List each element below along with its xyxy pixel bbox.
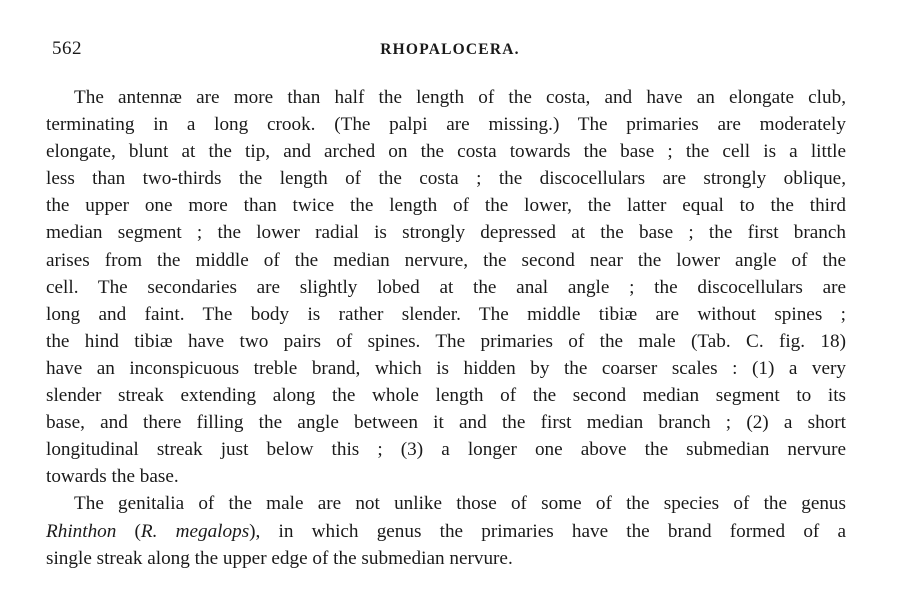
text-line: the hind tibiæ have two pairs of spines. The primaries of the male (Tab. C. fig. 18)	[46, 330, 846, 352]
text-line: arises from the middle of the median nervure, the second near the lower angle of the	[46, 249, 846, 271]
text-line: median segment ; the lower radial is strongly depressed at the base ; the first branch	[46, 222, 846, 244]
text-line: elongate, blunt at the tip, and arched on the costa towards the base ; the cell is a little	[46, 141, 846, 163]
genus-name: Rhinthon	[46, 520, 117, 542]
text-line: towards the base.	[46, 466, 179, 488]
text-line	[46, 518, 846, 545]
text-line: single streak along the upper edge of the submedian nervure.	[46, 547, 513, 569]
running-title: RHOPALOCERA.	[380, 41, 520, 58]
text-line: slender streak extending along the whole length of the second median segment to its	[46, 385, 846, 407]
text-line: long and faint. The body is rather slender. The middle tibiæ are without spines ;	[46, 303, 846, 325]
text-line: have an inconspicuous treble brand, which is hidden by the coarser scales : (1) a very	[46, 357, 846, 379]
text-line: terminating in a long crook. (The palpi are missing.) The primaries are moderately	[46, 114, 846, 136]
body-text	[46, 84, 846, 572]
text-line: longitudinal streak just below this ; (3) a longer one above the submedian nervure	[46, 439, 846, 461]
text-fragment: ), in which genus the primaries have the brand formed of a	[249, 520, 846, 542]
text-line: the upper one more than twice the length of the lower, the latter equal to the third	[46, 195, 846, 217]
paragraph-2	[46, 490, 846, 571]
paragraph-1	[46, 84, 846, 490]
page-number: 562	[52, 38, 82, 59]
text-fragment: (	[116, 520, 141, 542]
text-line: The genitalia of the male are not unlike those of some of the species of the genus	[74, 493, 846, 515]
text-line: The antennæ are more than half the length of the costa, and have an elongate club,	[74, 87, 846, 108]
species-name: R. megalops	[140, 520, 250, 542]
text-line: less than two-thirds the length of the costa ; the discocellulars are strongly oblique,	[46, 168, 846, 190]
text-line: cell. The secondaries are slightly lobed at the anal angle ; the discocellulars are	[46, 276, 846, 298]
text-line: base, and there filling the angle between it and the first median branch ; (2) a short	[46, 412, 846, 434]
